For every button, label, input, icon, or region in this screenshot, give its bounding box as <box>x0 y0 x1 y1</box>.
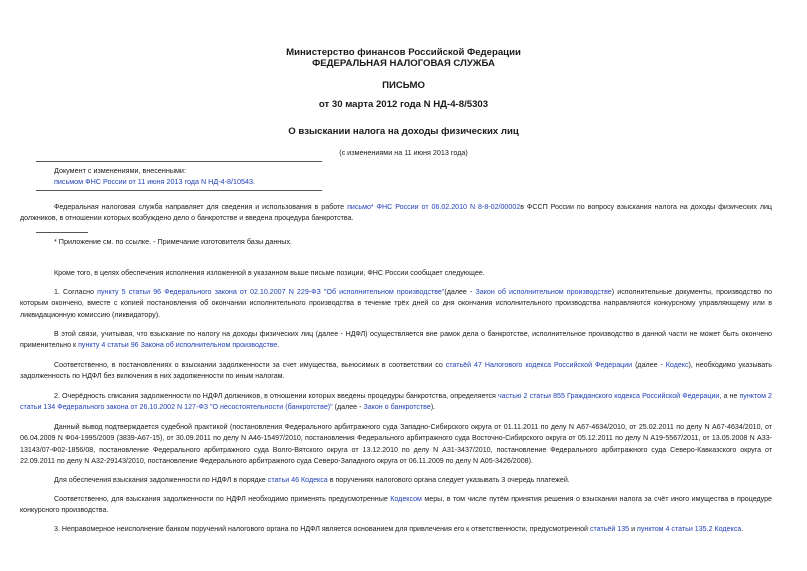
doc-type: ПИСЬМО <box>382 80 425 91</box>
changes-intro: Документ с изменениями, внесенными: <box>54 166 186 175</box>
link-code[interactable]: Кодексом <box>390 495 422 503</box>
link-tax-code-art47[interactable]: статьёй 47 Налогового кодекса Российской Федерации <box>445 361 633 369</box>
paragraph-9-text-a: Соответственно, для взыскания задолженности по НДФЛ необходимо применять предусмотренные <box>54 495 391 503</box>
paragraph-6-text-a: 2. Очерёдность списания задолженности по НДФЛ должников, в отношении которых введены процедуры банкротства, определяется <box>54 392 498 400</box>
link-229fz-art96-p5[interactable]: пункту 5 статьи 96 Федерального закона от 02.10.2007 N 229-ФЗ "Об исполнительном производстве" <box>97 288 445 296</box>
paragraph-6 <box>20 391 772 414</box>
service-title: ФЕДЕРАЛЬНАЯ НАЛОГОВАЯ СЛУЖБА <box>312 58 495 69</box>
paragraph-1 <box>20 202 772 225</box>
paragraph-10-text-b: и <box>629 525 638 533</box>
footnote-rule <box>36 232 88 233</box>
paragraph-7: Данный вывод подтверждается судебной практикой (постановления Федерального арбитражного суда Западно-Сибирского округа от 01.11.2011 по делу N А67-4634/2010, от 25.02.2011 по делу N А67-4634/2010, от 06.04.2009 N Ф04-1995/2009 (3839-А67-15), от 30.09.2011 по делу N А46-15497/2010, постановления Федерального арбитражного суда Восточно-Сибирского округа от 05.12.2011 по делу N А19-5567/2011, от 13.05.2008 N А33-13143/07-Ф02-1856/08, постановление Федерального арбитражного суда Волго-Вятского округа от 13.12.2010 по делу N А31-3437/2010, постановление Федерального арбитражного суда Северо-Кавказского округа от 22.09.2011 по делу N А32-29143/2010, постановление Федерального арбитражного суда Северо-Западного округа от 06.11.2009 по делу N А05-3426/2008). <box>20 423 772 466</box>
paragraph-4-text-b: . <box>277 341 280 350</box>
paragraph-3-text-c: ) исполнительные документы, производство по которым окончено, вместе с копией постановления об окончании исполнительного производства в течение трёх дней со дня окончания исполнительного производства направляются конкурсному управляющему или в ликвидационную комиссию (ликвидатору). <box>20 288 773 319</box>
paragraph-6-text-d: ). <box>430 403 436 412</box>
paragraph-10-text-c: . <box>741 525 744 533</box>
link-127fz-art134[interactable]: пунктом 2 статьи 134 Федерального закона от 26.10.2002 N 127-ФЗ "О несостоятельности (банкротстве)" <box>20 392 772 412</box>
doc-date: от 30 марта 2012 года N НД-4-8/5303 <box>318 99 489 110</box>
link-art96-p4[interactable]: пункту 4 статьи 96 Закона об исполнительном производстве <box>78 341 278 350</box>
paragraph-1-text-a: Федеральная налоговая служба направляет для сведения и использования в работе <box>54 203 348 211</box>
paragraph-3 <box>20 287 772 321</box>
changes-link[interactable]: письмом ФНС России от 11 июня 2013 года N НД-4-8/10543. <box>54 177 255 186</box>
paragraph-3-text-b: (далее - <box>444 288 476 296</box>
paragraph-4 <box>20 329 772 352</box>
link-tax-code-art46[interactable]: статьи 46 Кодекса <box>267 476 328 484</box>
paragraph-2: Кроме того, в целях обеспечения исполнения изложенной в указанном выше письме позиции, ФНС России сообщает следующее. <box>54 269 485 277</box>
changes-rule-bottom <box>36 190 322 191</box>
doc-subject: О взыскании налога на доходы физических лиц <box>288 126 519 137</box>
paragraph-5-text-b: (далее - <box>632 361 666 369</box>
amendment-note: (с изменениями на 11 июня 2013 года) <box>339 148 468 157</box>
paragraph-5-text-c: ), необходимо указывать задолженность по НДФЛ без включения в них задолженности по иным налогам. <box>20 361 772 381</box>
link-bankruptcy-law[interactable]: Закон о банкротстве <box>363 403 431 412</box>
paragraph-6-text-b: , а не <box>719 392 740 400</box>
link-art135-2[interactable]: пунктом 4 статьи 135.2 Кодекса <box>637 525 742 533</box>
paragraph-9 <box>20 494 772 517</box>
paragraph-3-text-a: 1. Согласно <box>54 288 98 296</box>
footnote: * Приложение см. по ссылке. - Примечание изготовителя базы данных. <box>54 237 293 246</box>
link-civil-code-art855[interactable]: частью 2 статьи 855 Гражданского кодекса Российской Федерации <box>497 392 720 400</box>
paragraph-9-text-b: меры, в том числе путём принятия решения о взыскании налога за счёт иного имущества в процедуре конкурсного производства. <box>20 495 773 515</box>
link-enforcement-law[interactable]: Закон об исполнительном производстве <box>475 288 612 296</box>
paragraph-8-text-b: в поручениях налогового органа следует указывать 3 очередь платежей. <box>327 476 570 484</box>
paragraph-10-text-a: 3. Неправомерное неисполнение банком поручений налогового органа по НДФЛ является основанием для привлечения его к ответственности, предусмотренной <box>54 525 590 533</box>
paragraph-5-text-a: Соответственно, в постановлениях о взыскании задолженности за счет имущества, выносимых в соответствии со <box>54 361 446 369</box>
paragraph-8 <box>20 475 772 486</box>
paragraph-5 <box>20 360 772 383</box>
paragraph-1-text-b: в ФССП России по вопросу взыскания налога на доходы физических лиц должников, в отношении которых возбуждено дело о банкротстве и введена процедура банкротства. <box>20 203 772 223</box>
link-letter-2010[interactable]: письмо* ФНС России от 06.02.2010 N 8-8-02/00002 <box>347 203 521 211</box>
paragraph-6-text-c: (далее - <box>332 403 364 412</box>
link-art135[interactable]: статьёй 135 <box>589 525 630 533</box>
changes-rule-top <box>36 161 322 162</box>
ministry-title: Министерство финансов Российской Федерации <box>286 47 521 58</box>
paragraph-4-text-a: В этой связи, учитывая, что взыскание по налогу на доходы физических лиц (далее - НДФЛ) осуществляется вне рамок дела о банкротстве, исполнительное производство в данной части не может быть окончено применительно к <box>20 330 772 350</box>
paragraph-10 <box>20 524 772 535</box>
paragraph-8-text-a: Для обеспечения взыскания задолженности по НДФЛ в порядке <box>54 476 268 484</box>
link-tax-code[interactable]: Кодекс <box>665 361 689 369</box>
